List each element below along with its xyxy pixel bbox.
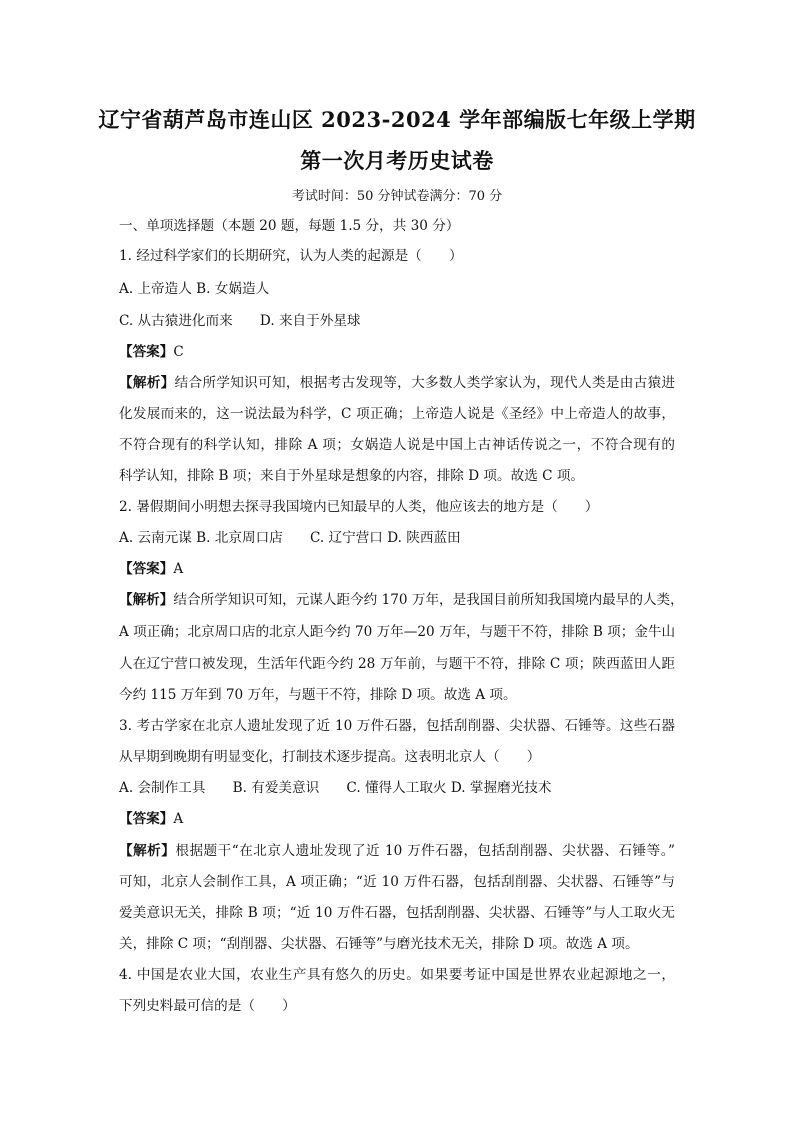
question-2-options-row-1: A. 云南元谋 B. 北京周口店 C. 辽宁营口 D. 陕西蓝田 xyxy=(119,530,461,546)
answer-value: A xyxy=(173,561,184,577)
analysis-label: 【解析】 xyxy=(119,592,174,608)
answer-label: 【答案】 xyxy=(119,344,174,360)
analysis-text: 结合所学知识可知，元谋人距今约 170 万年，是我国目前所知我国境内最早的人类， xyxy=(173,592,684,608)
question-2-answer xyxy=(119,559,183,579)
exam-title-line-2: 第一次月考历史试卷 xyxy=(300,148,494,173)
exam-info: 考试时间：50 分钟试卷满分：70 分 xyxy=(291,189,503,204)
question-3-analysis-line-2: 可知，北京人会制作工具，A 项正确；“近 10 万件石器，包括刮削器、尖状器、石锤等”与 xyxy=(119,874,675,890)
exam-title-line-1: 辽宁省葫芦岛市连山区 2023-2024 学年部编版七年级上学期 xyxy=(98,107,696,132)
answer-value: A xyxy=(173,811,184,827)
question-3-answer xyxy=(119,809,183,829)
question-3-analysis-line-1 xyxy=(119,841,675,861)
question-2-analysis-line-1 xyxy=(119,590,684,610)
question-1-answer xyxy=(119,342,184,362)
question-4-stem-line-2: 下列史料最可信的是（ ） xyxy=(119,998,296,1014)
analysis-text: 根据题干“在北京人遗址发现了近 10 万件石器，包括刮削器、尖状器、石锤等。” xyxy=(175,843,675,859)
question-3-stem-line-2: 从早期到晚期有明显变化，打制技术逐步提高。这表明北京人（ ） xyxy=(119,749,541,765)
question-1-options-row-2: C. 从古猿进化而来 D. 来自于外星球 xyxy=(119,313,361,329)
question-2-analysis-line-3: 人在辽宁营口被发现，生活年代距今约 28 万年前，与题干不符，排除 C 项；陕西蓝田人距 xyxy=(119,656,675,672)
answer-value: C xyxy=(173,344,184,360)
analysis-label: 【解析】 xyxy=(119,375,175,391)
analysis-text: 结合所学知识可知，根据考古发现等，大多数人类学家认为，现代人类是由古猿进 xyxy=(174,375,676,391)
question-1-analysis-line-3: 不符合现有的科学认知，排除 A 项；女娲造人说是中国上古神话传说之一，不符合现有的 xyxy=(119,437,675,453)
question-2-analysis-line-2: A 项正确；北京周口店的北京人距今约 70 万年—20 万年，与题干不符，排除 B 项；金牛山 xyxy=(119,624,676,640)
question-2-stem: 2. 暑假期间小明想去探寻我国境内已知最早的人类，他应该去的地方是（ ） xyxy=(119,499,599,515)
analysis-label: 【解析】 xyxy=(119,843,176,859)
question-1-analysis-line-4: 科学认知，排除 B 项；来自于外星球是想象的内容，排除 D 项。故选 C 项。 xyxy=(119,468,585,484)
question-1-options-row-1: A. 上帝造人 B. 女娲造人 xyxy=(119,281,270,297)
question-2-analysis-line-4: 今约 115 万年到 70 万年，与题干不符，排除 D 项。故选 A 项。 xyxy=(119,687,517,703)
question-1-analysis-line-2: 化发展而来的，这一说法最为科学，C 项正确；上帝造人说是《圣经》中上帝造人的故事， xyxy=(119,406,675,422)
question-3-analysis-line-4: 关，排除 C 项；“刮削器、尖状器、石锤等”与磨光技术无关，排除 D 项。故选 A 项。 xyxy=(119,936,639,952)
question-4-stem-line-1: 4. 中国是农业大国，农业生产具有悠久的历史。如果要考证中国是世界农业起源地之一， xyxy=(119,967,675,983)
question-1-stem: 1. 经过科学家们的长期研究，认为人类的起源是（ ） xyxy=(119,248,463,264)
answer-label: 【答案】 xyxy=(119,561,174,577)
question-1-analysis-line-1 xyxy=(119,373,675,393)
question-3-analysis-line-3: 爱美意识无关，排除 B 项；“近 10 万件石器，包括刮削器、尖状器、石锤等”与人工取火无 xyxy=(119,905,675,921)
section-heading: 一、单项选择题（本题 20 题，每题 1.5 分，共 30 分） xyxy=(119,218,460,234)
answer-label: 【答案】 xyxy=(119,811,174,827)
question-3-stem-line-1: 3. 考古学家在北京人遗址发现了近 10 万件石器，包括刮削器、尖状器、石锤等。这些石器 xyxy=(119,718,675,734)
question-3-options-row-1: A. 会制作工具 B. 有爱美意识 C. 懂得人工取火 D. 掌握磨光技术 xyxy=(119,780,552,796)
